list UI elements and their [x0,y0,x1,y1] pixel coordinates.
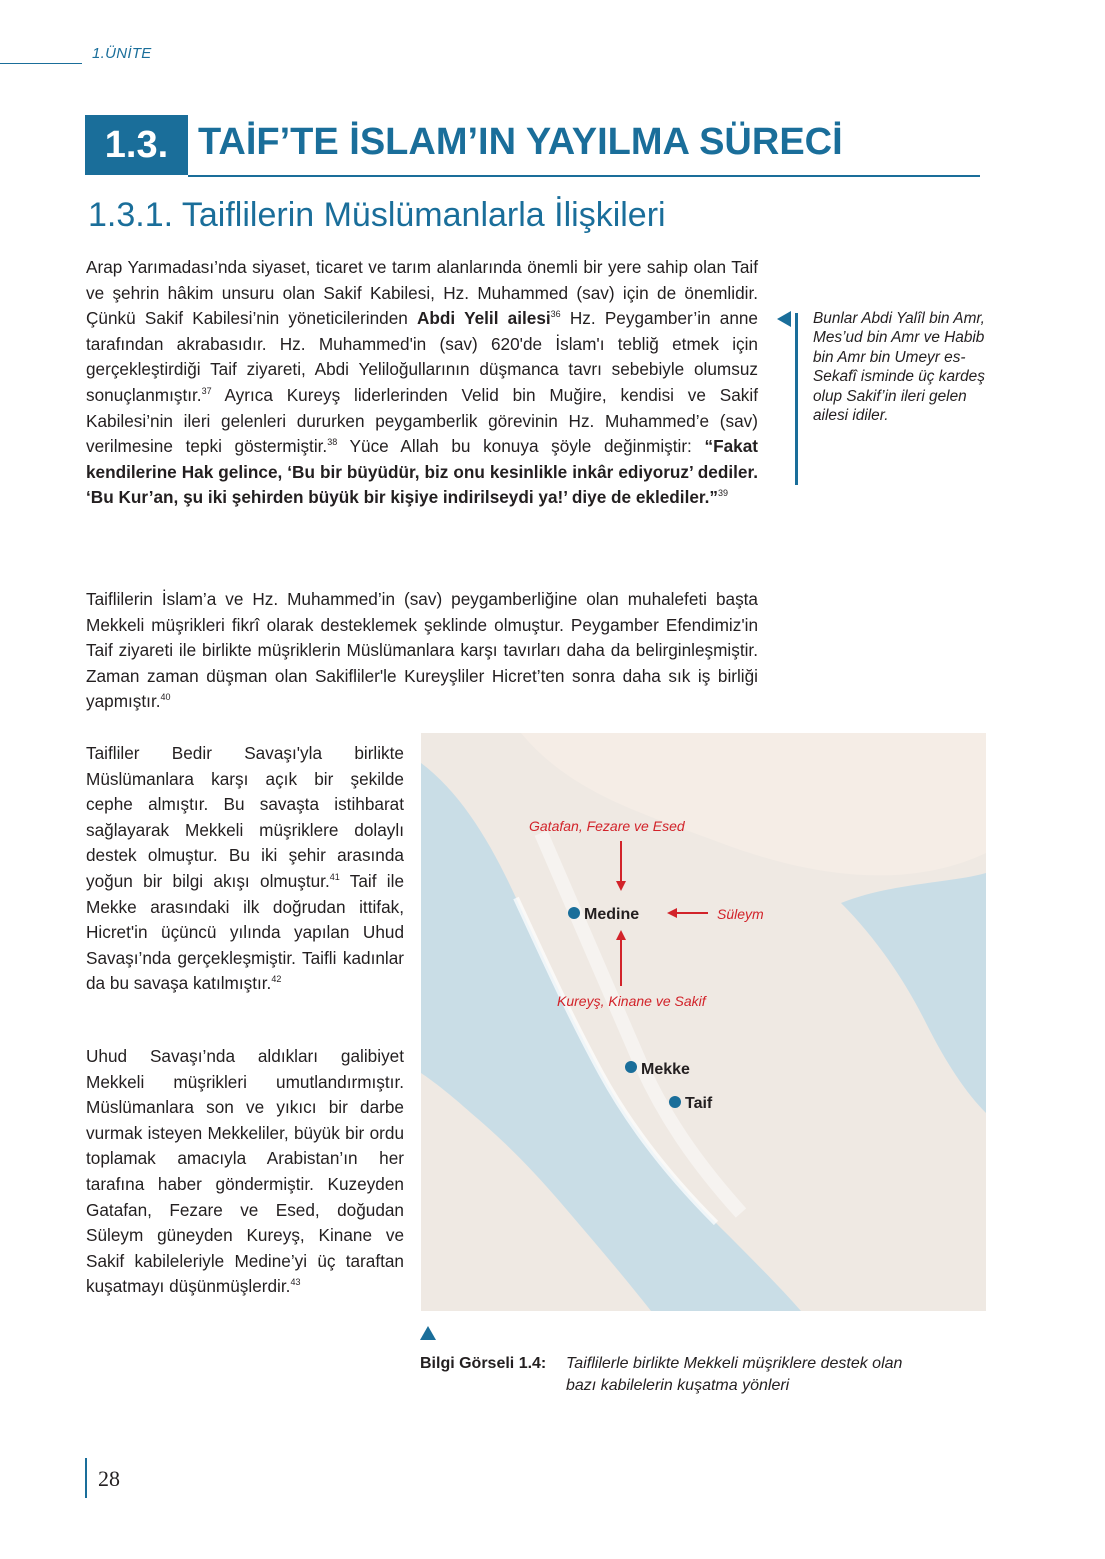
caption-label: Bilgi Görseli 1.4: [420,1355,547,1372]
footnote-ref-37: 37 [201,385,212,396]
footnote-ref-36: 36 [550,309,561,320]
siege-map [421,733,986,1311]
header-rule [0,63,82,64]
page-number-bar [85,1458,87,1498]
side-note-pointer-icon [777,311,791,327]
taif-label: Taif [685,1095,713,1112]
medine-dot [568,907,580,919]
paragraph-4: Uhud Savaşı’nda aldıkları galibiyet Mekkeli müşrikleri umutlandırmıştır. Müslümanlara son ve yıkıcı bir darbe vurmak isteyen Mekkeliler, büyük bir ordu toplamak amacıyla Arabistan’ın her tarafına haber göndermiştir. Kuzeyden Gatafan, Fezare ve Esed, doğudan Süleym güneyden Kureyş, Kinane ve Sakif kabileleriyle Medine’yi üç taraftan kuşatmayı düşünmüşlerdir.$^{43}$ [86,1046,404,1297]
caption-pointer-icon [420,1326,436,1340]
footnote-ref-43: 43 [290,1277,301,1288]
page-number: 28 [98,1466,120,1491]
footnote-ref-38: 38 [327,437,338,448]
taif-dot [669,1096,681,1108]
section-title-rule [188,175,980,177]
side-note-bar [795,313,798,485]
footnote-ref-41: 41 [329,871,340,882]
paragraph-3: Taifliler Bedir Savaşı'yla birlikte Müslümanlara karşı açık bir şekilde cephe almıştır. Bu savaşta istihbarat sağlayarak Mekkeli müşriklere dolaylı destek olmuştur. Bu iki şehir arasında yoğun bir bilgi akışı olmuştur.$^{41}$ Taif ile Mekke arasındaki ilk doğrudan ittifak, Hicret'in üçüncü yılında yapılan Uhud Savaşı’nda gerçekleşmiştir. Taifli kadınlar da bu savaşa katılmıştır.$^{42}$ [86,743,404,994]
paragraph-1: Arap Yarımadası’nda siyaset, ticaret ve tarım alanlarında önemli bir yere sahip olan Taif ve şehrin hâkim unsuru olan Sakif Kabilesi, Hz. Muhammed (sav) için de önemlidir. Çünkü Sakif Kabilesi’nin yöneticilerinden Abdi Yelil ailesi$^{36}$ Hz. Peygamber’in anne tarafından akrabasıdır. Hz. Muhammed'in (sav) 620'de İslam'ı tebliğ etmek için gerçekleştirdiği Taif ziyareti, Abdi Yeliloğullarının düşmanca tavrı sebebiyle olumsuz sonuçlanmıştır.$^{37}$ Ayrıca Kureyş liderlerinden Velid bin Muğire, kendisi ve Sakif Kabilesi’nin ileri gelenleri dururken peygamberlik görevinin Hz. Muhammed’e (sav) verilmesine tepki göstermiştir.$^{38}$ Yüce Allah bu konuya şöyle değinmiştir: “Fakat kendilerine Hak gelince, ‘Bu bir büyüdür, biz onu kesinlikle inkâr ediyoruz’ dediler. ‘Bu Kur’an, şu iki şehirden büyük bir kişiye indirilseydi ya!’ diye de eklediler.”$^{39}$ [86,257,758,508]
section-title: TAİF’TE İSLAM’IN YAYILMA SÜRECİ [198,121,843,163]
unit-label: 1.ÜNİTE [92,45,152,62]
paragraph-2: Taiflilerin İslam’a ve Hz. Muhammed’in (sav) peygamberliğine olan muhalefeti başta Mekkeli müşrikleri fikrî olarak desteklemek şeklinde olmuştur. Peygamber Efendimiz'in Taif ziyareti ile birlikte müşriklerin Müslümanlara karşı tavırları daha da belirginleşmiştir. Zaman zaman düşman olan Sakifliler'le Kureyşliler Hicret’ten sonra daha sık iş birliği yapmıştır.$^{40}$ [86,589,758,712]
footnote-ref-42: 42 [271,974,282,985]
footnote-ref-39: 39 [718,488,729,499]
mekke-label: Mekke [641,1061,690,1078]
mekke-dot [625,1061,637,1073]
caption-text: Taiflilerle birlikte Mekkeli müşriklere destek olan bazı kabilelerin kuşatma yönleri [566,1355,903,1394]
tribe-label-south: Kureyş, Kinane ve Sakif [557,993,706,1009]
tribe-label-east: Süleym [717,906,764,922]
section-number: 1.3. [104,124,169,166]
side-note: Bunlar Abdi Yalîl bin Amr, Mes’ud bin Amr ve Habib bin Amr bin Umeyr es-Sekafî isminde üç kardeş olup Sakif’in ileri gelen ailesi idiler. [813,310,985,425]
subsection-title: 1.3.1. Taiflilerin Müslümanlarla İlişkileri [88,196,666,234]
abdi-yelil-term: Abdi Yelil ailesi [417,308,551,329]
tribe-label-north: Gatafan, Fezare ve Esed [529,818,685,834]
footnote-ref-40: 40 [160,692,171,703]
medine-label: Medine [584,906,640,923]
quran-quote: “Fakat kendilerine Hak gelince, ‘Bu bir büyüdür, biz onu kesinlikle inkâr ediyoruz’ dediler. ‘Bu Kur’an, şu iki şehirden büyük bir kişiye indirilseydi ya!’ diye de eklediler.” [86,436,758,508]
